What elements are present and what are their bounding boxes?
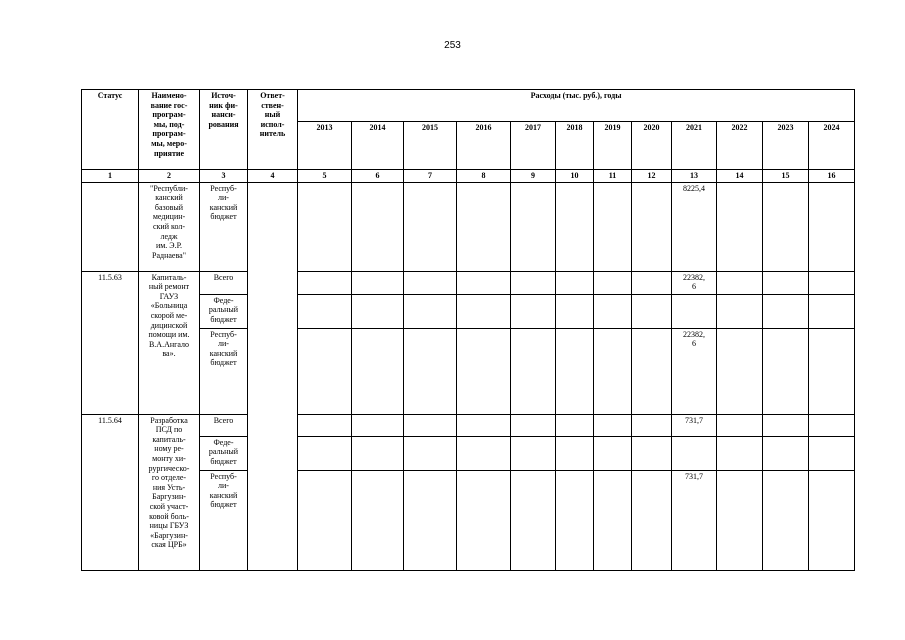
column-number: 13 bbox=[672, 170, 717, 183]
value-2021: 731,7 bbox=[672, 470, 717, 570]
column-number: 11 bbox=[594, 170, 632, 183]
status-header: Статус bbox=[82, 90, 139, 170]
year-header: 2016 bbox=[457, 122, 511, 170]
column-number: 9 bbox=[511, 170, 556, 183]
measure-name: Разработка ПСД по капиталь- ному ре- монту хи- рургическо- го отделе- ния Усть- Баргузин- ской участ- ковой боль- ницы ГБУЗ «Баргузин- ская ЦРБ» bbox=[139, 414, 200, 570]
column-number: 3 bbox=[200, 170, 248, 183]
year-header: 2017 bbox=[511, 122, 556, 170]
year-header: 2013 bbox=[298, 122, 352, 170]
expenses-table bbox=[81, 89, 855, 571]
year-header: 2015 bbox=[404, 122, 457, 170]
source-cell: Всего bbox=[200, 271, 248, 294]
responsible-header: Ответ- ствен- ный испол- нитель bbox=[248, 90, 298, 170]
source-cell: Респуб- ли- канский бюджет bbox=[200, 328, 248, 414]
column-numbers-row bbox=[82, 170, 855, 183]
column-number: 8 bbox=[457, 170, 511, 183]
column-number: 1 bbox=[82, 170, 139, 183]
header-row-top bbox=[82, 90, 855, 122]
status-cell: 11.5.64 bbox=[82, 414, 139, 570]
year-header: 2024 bbox=[809, 122, 855, 170]
year-header: 2020 bbox=[632, 122, 672, 170]
table-row bbox=[82, 182, 855, 271]
table-row bbox=[82, 414, 855, 436]
year-header: 2018 bbox=[556, 122, 594, 170]
column-number: 5 bbox=[298, 170, 352, 183]
column-number: 12 bbox=[632, 170, 672, 183]
page-number: 253 bbox=[444, 40, 461, 51]
measure-name: "Республи- канский базовый медицин- ский кол- ледж им. Э.Р. Раднаева" bbox=[139, 182, 200, 271]
column-number: 2 bbox=[139, 170, 200, 183]
year-header: 2019 bbox=[594, 122, 632, 170]
column-number: 6 bbox=[352, 170, 404, 183]
value-2021: 22382, 6 bbox=[672, 328, 717, 414]
expenses-header: Расходы (тыс. руб.), годы bbox=[298, 90, 855, 122]
source-cell: Феде- ральный бюджет bbox=[200, 436, 248, 470]
column-number: 14 bbox=[717, 170, 763, 183]
value-2021: 8225,4 bbox=[672, 182, 717, 271]
name-header: Наимено- вание гос- програм- мы, под- програм- мы, меро- приятие bbox=[139, 90, 200, 170]
column-number: 7 bbox=[404, 170, 457, 183]
table-row bbox=[82, 271, 855, 294]
status-cell: 11.5.63 bbox=[82, 271, 139, 414]
column-number: 16 bbox=[809, 170, 855, 183]
year-header: 2023 bbox=[763, 122, 809, 170]
column-number: 10 bbox=[556, 170, 594, 183]
measure-name: Капиталь- ный ремонт ГАУЗ «Больница скорой ме- дицинской помощи им. В.А.Ангало ва». bbox=[139, 271, 200, 414]
year-header: 2022 bbox=[717, 122, 763, 170]
year-header: 2014 bbox=[352, 122, 404, 170]
value-2021: 731,7 bbox=[672, 414, 717, 436]
value-2021: 22382, 6 bbox=[672, 271, 717, 294]
source-cell: Всего bbox=[200, 414, 248, 436]
source-cell: Феде- ральный бюджет bbox=[200, 294, 248, 328]
source-cell: Респуб- ли- канский бюджет bbox=[200, 182, 248, 271]
year-header: 2021 bbox=[672, 122, 717, 170]
source-cell: Респуб- ли- канский бюджет bbox=[200, 470, 248, 570]
responsible-cell bbox=[248, 182, 298, 570]
status-cell bbox=[82, 182, 139, 271]
column-number: 15 bbox=[763, 170, 809, 183]
source-header: Источ- ник фи- нанси- рования bbox=[200, 90, 248, 170]
column-number: 4 bbox=[248, 170, 298, 183]
